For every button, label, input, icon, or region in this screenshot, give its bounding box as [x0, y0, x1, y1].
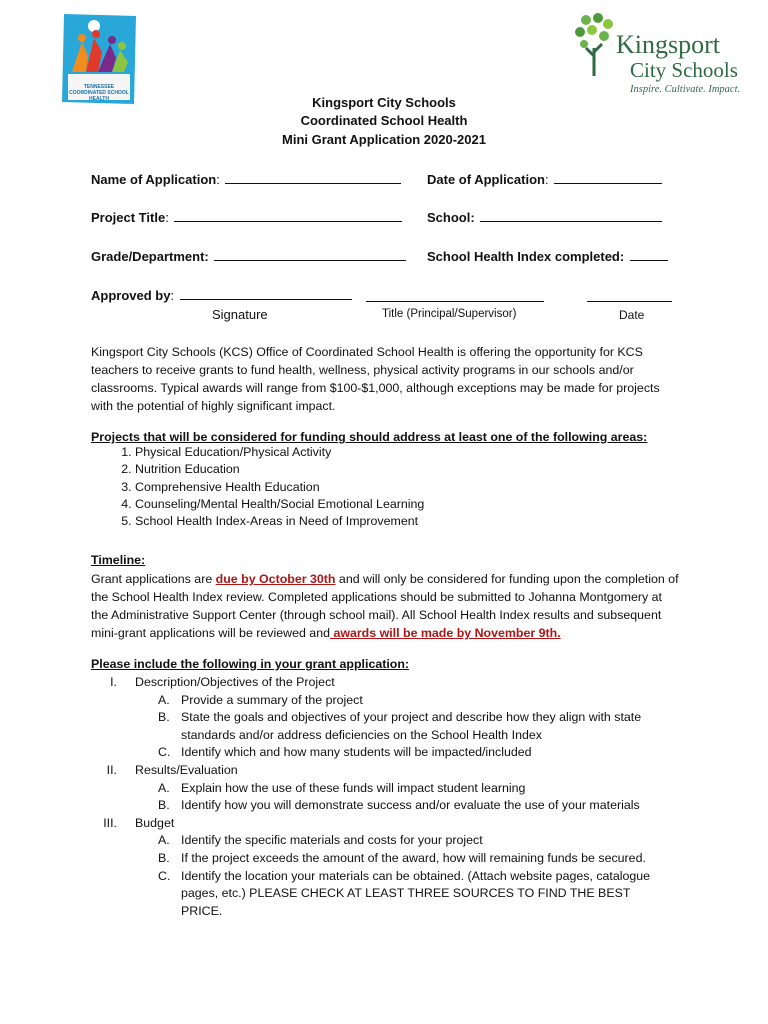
funding-areas: [91, 430, 647, 530]
list-item: 5. School Health Index-Areas in Need of Improvement: [135, 513, 647, 530]
school-label: School:: [427, 210, 475, 225]
list-item: Identify the specific materials and costs for your project: [181, 833, 483, 848]
section-title: Budget: [135, 815, 175, 830]
school-field[interactable]: [427, 210, 662, 225]
due-date: due by October 30th: [215, 572, 336, 586]
signature-caption: Signature: [212, 307, 268, 322]
date-label: Date of Application: [427, 172, 545, 187]
logo-tagline: Inspire. Cultivate. Impact.: [630, 84, 741, 95]
tennessee-csh-logo: [58, 12, 140, 108]
date-caption: Date: [619, 308, 645, 322]
grade-label: Grade/Department:: [91, 249, 209, 264]
shi-label: School Health Index completed:: [427, 249, 625, 264]
section-title: Results/Evaluation: [135, 762, 238, 777]
title-line-2: Coordinated School Health: [300, 113, 468, 128]
left-logo-text: TENNESSEE COORDINATED SCHOOL HEALTH: [69, 84, 129, 102]
timeline-paragraph: Grant applications are due by October 30th and will only be considered for funding upon the completion of the School Health Index review. Completed applications should be submitted to Johanna Montgomery at the Administrative Support Center (through school mail). All School Health Index results and subsequent mini-grant applications will be reviewed and awards will be made by November 9th.: [91, 572, 679, 640]
award-date: awards will be made by November 9th.: [330, 626, 561, 640]
list-item: If the project exceeds the amount of the award, how will remaining funds be secured.: [181, 850, 646, 865]
list-item: 1. Physical Education/Physical Activity: [135, 444, 647, 461]
timeline-heading: Timeline:: [91, 553, 146, 567]
kingsport-city-schools-logo: [574, 12, 744, 102]
title-line-1: Kingsport City Schools: [312, 95, 456, 110]
funding-areas-list: [91, 444, 647, 530]
list-item: 2. Nutrition Education: [135, 461, 647, 478]
grade-department-field[interactable]: [91, 249, 406, 264]
title-caption: Title (Principal/Supervisor): [382, 308, 517, 320]
date-line[interactable]: [587, 301, 672, 302]
approved-by-field[interactable]: Approved by:: [91, 288, 352, 303]
logo-name-1: Kingsport: [616, 30, 720, 59]
project-label: Project Title: [91, 210, 166, 225]
title-line-3: Mini Grant Application 2020-2021: [282, 132, 486, 147]
list-item: Explain how the use of these funds will impact student learning: [181, 780, 526, 795]
list-item: Provide a summary of the project: [181, 692, 363, 707]
list-item: 3. Comprehensive Health Education: [135, 479, 647, 496]
title-line[interactable]: [366, 301, 544, 302]
list-item: 4. Counseling/Mental Health/Social Emotional Learning: [135, 496, 647, 513]
name-label: Name of Application: [91, 172, 217, 187]
intro-paragraph: Kingsport City Schools (KCS) Office of Coordinated School Health is offering the opportunity for KCS teachers to receive grants to fund health, wellness, physical activity programs in our schools and/or classrooms. Typical awards will range from $100-$1,000, although exceptions may be made for projects with the potential of highly significant impact.: [91, 345, 660, 413]
list-item-cont: pages, etc.) PLEASE CHECK AT LEAST THREE SOURCES TO FIND THE BEST: [181, 886, 631, 901]
list-item: Identify the location your materials can be obtained. (Attach website pages, catalogue: [181, 868, 651, 883]
list-item-cont: standards and/or address deficiencies on the School Health Index: [181, 727, 542, 742]
list-item-cont: PRICE.: [181, 903, 223, 918]
logo-name-2: City Schools: [630, 58, 738, 82]
approved-label: Approved by: [91, 288, 171, 303]
project-title-field[interactable]: Project Title:: [91, 210, 402, 225]
date-of-application-field[interactable]: Date of Application:: [427, 172, 662, 187]
list-item: Identify how you will demonstrate success and/or evaluate the use of your materials: [181, 798, 640, 813]
list-item: State the goals and objectives of your project and describe how they align with state: [181, 710, 642, 725]
name-of-application-field[interactable]: Name of Application:: [91, 172, 401, 187]
include-heading: Please include the following in your grant application:: [91, 657, 410, 671]
section-title: Description/Objectives of the Project: [135, 675, 335, 689]
include-outline: I. Description/Objectives of the Project A. Provide a summary of the project B. State the goals and objectives of your project and describe how they align with state standards and/or address deficiencies on the School Health Index C. Identify which and how many students will be impacted/included II. Results/Evaluation A. Explain how the use of these funds will impact student learning B. Identify how you will demonstrate success and/or evaluate the use of your materials III. Budget A. Identify the specific materials and costs for your project B. If the project exceeds the amount of the award, how will remaining funds be secured. C. Identify the location your materials can be obtained. (Attach website pages, catalogue pages, etc.) PLEASE CHECK AT LEAST THREE SOURCES TO FIND THE BEST PRICE.: [91, 674, 691, 920]
tree-icon: [574, 12, 614, 76]
school-health-index-field[interactable]: [427, 249, 668, 264]
list-item: Identify which and how many students will be impacted/included: [181, 745, 532, 760]
funding-areas-heading: Projects that will be considered for funding should address at least one of the following areas:: [91, 430, 648, 444]
